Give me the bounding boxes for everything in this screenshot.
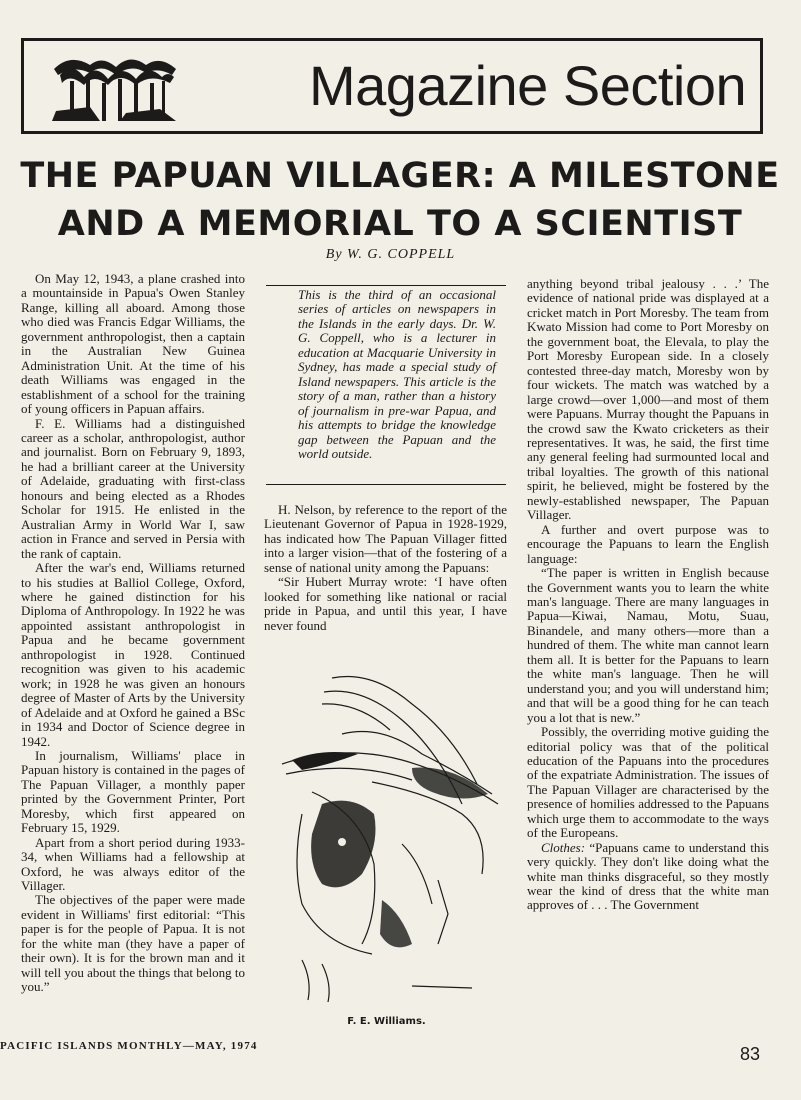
masthead [21,38,763,134]
paragraph: anything beyond tribal jealousy . . .’ The evidence of national pride was displayed at a cricket match in Port Moresby. The team from Kwato Mission had come to Port Moresby on the government boat, the Elevala, to play the Port Moresby European side. In a closely contested three-day match, Moresby won by four wickets. The match was watched by a large crowd—over 1,000—and most of them were Papuans. Murray thought the Papuans in the crowd saw the Kwato cricketers as their representatives. It was, he said, the first time any general feeling had surmounted local and tribal loyalties. The growth of this national spirit, he believed, might be fostered by the newly-established newspaper, The Papuan Villager. [527,276,769,523]
paragraph: A further and overt purpose was to encourage the Papuans to learn the English language: [527,521,769,566]
page-number: 83 [740,1044,761,1064]
clothes-lead: Clothes: [541,839,586,855]
paragraph: H. Nelson, by reference to the report of the Lieutenant Governor of Papua in 1928-1929, has indicated how The Papuan Villager fitted into a larger vision—that of the fostering of a sense of national unity among the Papuans: [264,502,507,575]
paragraph: After the war's end, Williams returned to his studies at Balliol College, Oxford, where he gained distinction for his Diploma of Anthropology. In 1922 he was appointed assistant anthropologist in Papua and he became government anthropologist in 1928. Continued recognition was given to his academic work; in 1928 he was given an honours degree of Master of Arts by the University of Adelaide and at Oxford he gained a BSc in 1934 and Doctor of Science degree in 1942. [21,560,245,749]
paragraph: “The paper is written in English because the Government wants you to learn the white man's language. There are many languages in Papua—Kiwai, Namau, Motu, Suau, Binandele, and many others—more than a hundred of them. The white man cannot learn them all. It is better for the Papuans to learn the white man's language. Then he will understand you; and you will understand him; and that will be a good thing for he can teach you a lot that is new.” [527,565,769,725]
paragraph: F. E. Williams had a distinguished career as a scholar, anthropologist, author and journalist. Born on February 9, 1893, he had a brilliant career at the University of Adelaide, graduating with first-class honours and being elected as a Rhodes Scholar for 1915. He enlisted in the Australian Army in World War I, saw action in France and served in Persia with the rank of captain. [21,415,245,561]
portrait-sketch [262,664,507,1004]
intro-box: This is the third of an occasional series of articles on newspapers in the Islands in the early days. Dr. W. G. Coppell, who is a lecturer in education at Macquarie University in Sydney, has made a special study of Island newspapers. This article is the story of a man, rather than a history of journalism in pre-war Papua, and his attempts to bridge the knowledge gap between the Papuan and the world outside. [266,285,506,485]
palm-trees-icon [50,51,180,123]
column-3 [527,277,769,913]
paragraph: Apart from a short period during 1933-34, when Williams had a fellowship at Oxford, he was always editor of the Villager. [21,834,245,894]
byline: By W. G. COPPELL [325,247,456,262]
paragraph: On May 12, 1943, a plane crashed into a mountainside in Papua's Owen Stanley Range, killing all aboard. Among those who died was Francis Edgar Williams, the government anthropologist, then a captain in the Australian New Guinea Administration Unit. At the time of his death Williams was engaged in the establishment of a school for the training of young officers in Papuan affairs. [21,271,245,417]
headline-line-2: AND A MEMORIAL TO A SCIENTIST [57,204,743,244]
publication-footer: PACIFIC ISLANDS MONTHLY—MAY, 1974 [0,1040,258,1052]
masthead-title: Magazine Section [309,54,747,117]
paragraph: Possibly, the overriding motive guiding the editorial policy was that of the political education of the Papuans into the procedures of the expatriate Administration. The issues of The Papuan Villager are characterised by the presence of homilies addressed to the Papuans which urge them to accommodate to the ways of the Europeans. [527,724,769,841]
paragraph [527,841,769,913]
column-2 [264,503,507,633]
article-headline [10,152,790,248]
clothes-text: “Papuans came to understand this very quickly. They don't like doing what the white man thinks disgraceful, so they mostly wear the kind of dress that the white man approves of . . . The Government [527,839,769,913]
paragraph: The objectives of the paper were made evident in Williams' first editorial: “This paper is for the people of Papua. It is not for the white man (they have a paper of their own). It is for the brown man and it will tell you about the things that belong to you.” [21,892,245,995]
paragraph: “Sir Hubert Murray wrote: ‘I have often looked for something like national or racial pride in Papua, and until this year, I have never found [264,574,507,633]
column-1 [21,272,245,995]
paragraph: In journalism, Williams' place in Papuan history is contained in the pages of The Papuan Villager, a monthly paper printed by the Government Printer, Port Moresby, which first appeared on February 15, 1929. [21,747,245,836]
headline-line-1: THE PAPUAN VILLAGER: A MILESTONE [20,156,780,196]
portrait-caption: F. E. Williams. [347,1016,426,1027]
